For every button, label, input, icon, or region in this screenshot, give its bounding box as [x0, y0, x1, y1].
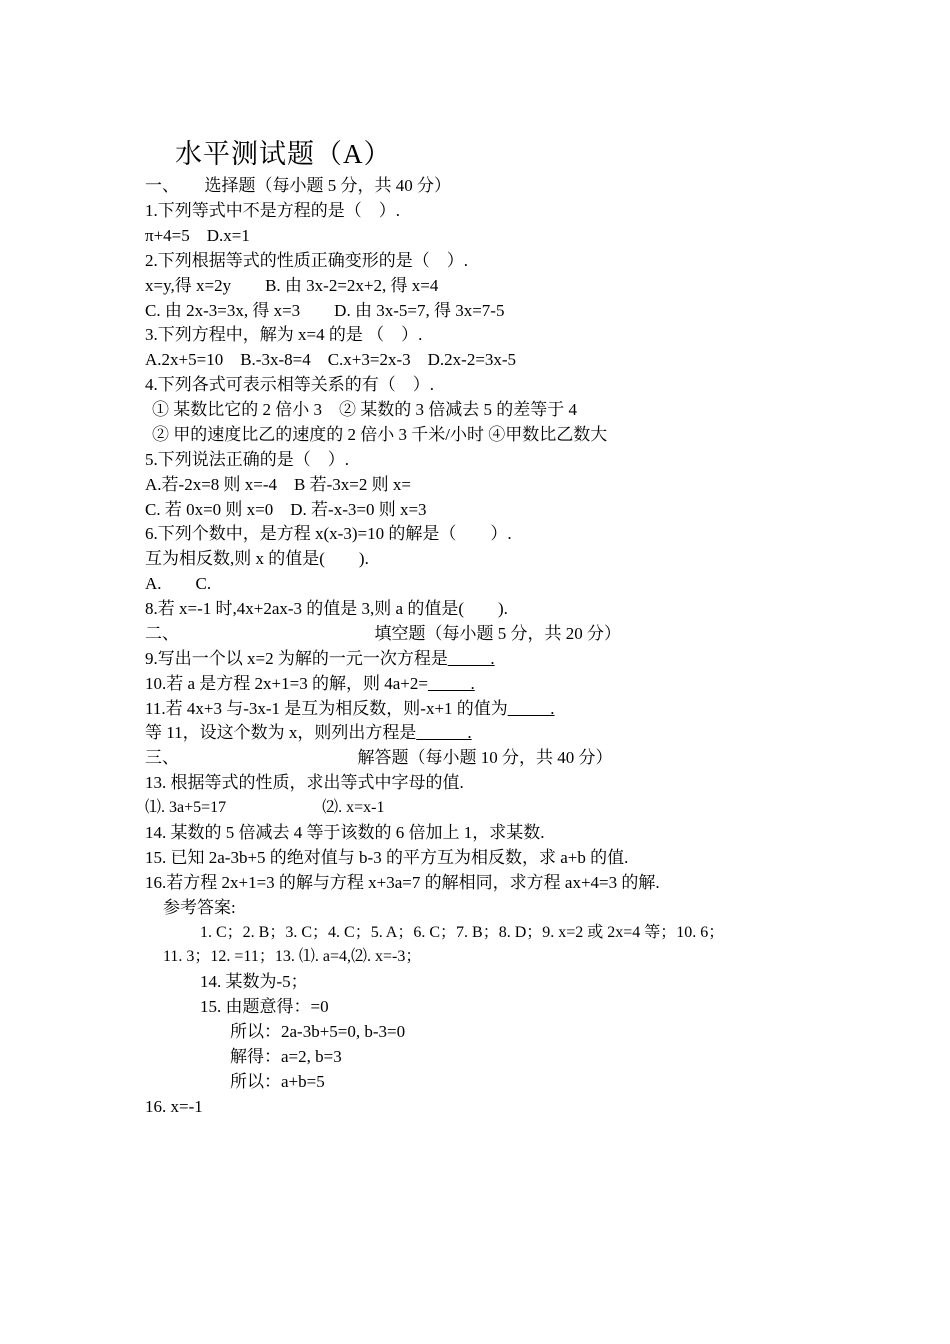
answer-16: 16. x=-1	[145, 1097, 203, 1116]
question-4-items-line-2: ② 甲的速度比乙的速度的 2 倍小 3 千米/小时 ④甲数比乙数大	[152, 425, 608, 444]
question-3: 3.下列方程中，解为 x=4 的是 （ ）.	[145, 325, 423, 344]
question-9-blank: _____.	[447, 649, 495, 668]
question-5: 5.下列说法正确的是（ ）.	[145, 450, 349, 469]
question-13: 13. 根据等式的性质，求出等式中字母的值.	[145, 773, 464, 792]
question-14: 14. 某数的 5 倍减去 4 等于该数的 6 倍加上 1，求某数.	[145, 823, 545, 842]
question-4: 4.下列各式可表示相等关系的有（ ）.	[145, 375, 434, 394]
question-11	[145, 698, 555, 720]
section-3-heading: 三、 解答题（每小题 10 分，共 40 分）	[145, 748, 613, 767]
question-16: 16.若方程 2x+1=3 的解与方程 x+3a=7 的解相同，求方程 ax+4=3 的解.	[145, 873, 660, 892]
answers-heading: 参考答案:	[163, 898, 236, 917]
question-1-options: π+4=5 D.x=1	[145, 226, 250, 245]
question-15: 15. 已知 2a-3b+5 的绝对值与 b-3 的平方互为相反数，求 a+b 的值.	[145, 848, 629, 867]
question-9	[145, 648, 495, 670]
question-8: 8.若 x=-1 时,4x+2ax-3 的值是 3,则 a 的值是( ).	[145, 599, 508, 618]
question-13-parts: ⑴. 3a+5=17 ⑵. x=x-1	[145, 799, 385, 816]
question-12-blank: ______.	[416, 723, 472, 742]
question-4-items-line-1: ① 某数比它的 2 倍小 3 ② 某数的 3 倍减去 5 的差等于 4	[152, 400, 577, 419]
question-9-text: 9.写出一个以 x=2 为解的一元一次方程是	[145, 649, 448, 668]
question-2-options-ab: x=y,得 x=2y B. 由 3x-2=2x+2, 得 x=4	[145, 276, 439, 295]
question-7-options: A. C.	[145, 574, 212, 593]
answer-15-step-2: 解得：a=2, b=3	[230, 1047, 342, 1066]
section-1-heading: 一、 选择题（每小题 5 分，共 40 分）	[145, 176, 451, 195]
question-2: 2.下列根据等式的性质正确变形的是（ ）.	[145, 251, 468, 270]
question-2-options-cd: C. 由 2x-3=3x, 得 x=3 D. 由 3x-5=7, 得 3x=7-5	[145, 301, 505, 320]
question-5-options-ab: A.若-2x=8 则 x=-4 B 若-3x=2 则 x=	[145, 475, 411, 494]
section-2-heading: 二、 填空题（每小题 5 分，共 20 分）	[145, 624, 621, 643]
answers-line-1: 1. C；2. B；3. C；4. C；5. A；6. C；7. B；8. D；9. x=2 或 2x=4 等；10. 6；	[200, 924, 725, 941]
answer-15-step-1: 所以：2a-3b+5=0, b-3=0	[230, 1022, 406, 1041]
question-1: 1.下列等式中不是方程的是（ ）.	[145, 201, 400, 220]
answer-15-step-3: 所以：a+b=5	[230, 1072, 325, 1091]
question-10-text: 10.若 a 是方程 2x+1=3 的解，则 4a+2=	[145, 674, 428, 693]
question-12-text: 等 11，设这个数为 x，则列出方程是	[145, 723, 417, 742]
question-11-text: 11.若 4x+3 与-3x-1 是互为相反数，则-x+1 的值为	[145, 699, 508, 718]
question-5-options-cd: C. 若 0x=0 则 x=0 D. 若-x-3=0 则 x=3	[145, 500, 427, 519]
question-6: 6.下列个数中，是方程 x(x-3)=10 的解是（ ）.	[145, 524, 512, 543]
answer-14: 14. 某数为-5；	[200, 972, 308, 991]
question-3-options: A.2x+5=10 B.-3x-8=4 C.x+3=2x-3 D.2x-2=3x-5	[145, 350, 517, 369]
question-11-blank: _____.	[507, 699, 555, 718]
page-title: 水平测试题（A）	[175, 139, 392, 169]
answers-line-2: 11. 3；12. =11；13. ⑴. a=4,⑵. x=-3；	[163, 948, 422, 965]
answer-15: 15. 由题意得：=0	[200, 997, 329, 1016]
question-12	[145, 722, 472, 744]
question-10-blank: _____.	[427, 674, 475, 693]
question-10	[145, 673, 475, 695]
question-7: 互为相反数,则 x 的值是( ).	[145, 549, 369, 568]
